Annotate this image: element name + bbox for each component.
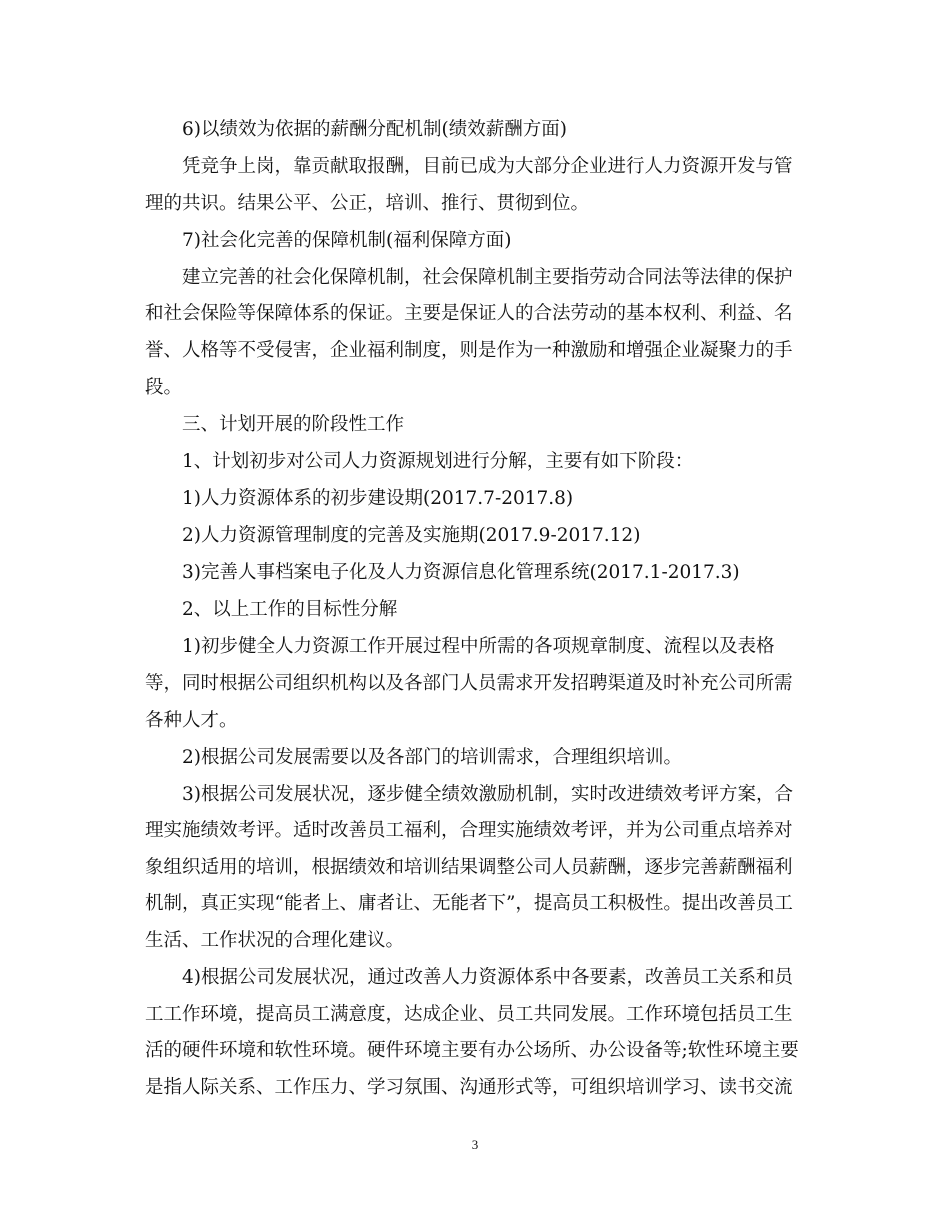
paragraph-line: 生活、工作状况的合理化建议。	[145, 930, 405, 952]
paragraph	[145, 629, 805, 739]
paragraph-line: 机制，真正实现“能者上、庸者让、无能者下”，提高员工积极性。提出改善员工	[145, 893, 793, 915]
paragraph	[145, 960, 805, 1106]
paragraph	[145, 149, 805, 222]
document-body	[145, 112, 805, 1107]
paragraph-line: 2、以上工作的目标性分解	[182, 599, 398, 621]
paragraph-line: 3)根据公司发展状况，逐步健全绩效激励机制，实时改进绩效考评方案，合	[182, 783, 793, 805]
page-number: 3	[471, 1137, 479, 1152]
paragraph	[145, 518, 805, 555]
paragraph	[145, 260, 805, 406]
paragraph	[145, 407, 805, 444]
paragraph-line: 理的共识。结果公平、公正，培训、推行、贯彻到位。	[145, 192, 590, 214]
paragraph	[145, 481, 805, 518]
paragraph-line: 是指人际关系、工作压力、学习氛围、沟通形式等，可组织培训学习、读书交流	[145, 1076, 793, 1098]
paragraph	[145, 112, 805, 149]
paragraph-line: 凭竞争上岗，靠贡献取报酬，目前已成为大部分企业进行人力资源开发与管	[182, 156, 793, 178]
paragraph-line: 工工作环境，提高员工满意度，达成企业、员工共同发展。工作环境包括员工生	[145, 1003, 793, 1025]
paragraph-line: 段。	[145, 376, 183, 398]
paragraph-line: 等，同时根据公司组织机构以及各部门人员需求开发招聘渠道及时补充公司所需	[145, 672, 793, 694]
paragraph-line: 象组织适用的培训，根据绩效和培训结果调整公司人员薪酬，逐步完善薪酬福利	[145, 856, 793, 878]
paragraph	[145, 592, 805, 629]
paragraph-line: 建立完善的社会化保障机制，社会保障机制主要指劳动合同法等法律的保护	[182, 266, 793, 288]
paragraph	[145, 444, 805, 481]
paragraph-line: 1、计划初步对公司人力资源规划进行分解，主要有如下阶段：	[182, 450, 694, 472]
paragraph	[145, 555, 805, 592]
paragraph-line: 3)完善人事档案电子化及人力资源信息化管理系统(2017.1-2017.3)	[182, 562, 740, 584]
paragraph-line: 理实施绩效考评。适时改善员工福利，合理实施绩效考评，并为公司重点培养对	[145, 820, 793, 842]
paragraph-line: 7)社会化完善的保障机制(福利保障方面)	[182, 229, 512, 251]
paragraph-line: 6)以绩效为依据的薪酬分配机制(绩效薪酬方面)	[182, 119, 567, 140]
paragraph-line: 2)根据公司发展需要以及各部门的培训需求，合理组织培训。	[182, 746, 682, 768]
paragraph	[145, 777, 805, 960]
paragraph-line: 各种人才。	[145, 709, 238, 731]
paragraph-line: 4)根据公司发展状况，通过改善人力资源体系中各要素，改善员工关系和员	[182, 967, 793, 989]
paragraph-line: 活的硬件环境和软性环境。硬件环境主要有办公场所、办公设备等;软性环境主要	[145, 1040, 799, 1062]
paragraph	[145, 223, 805, 260]
paragraph-line: 1)初步健全人力资源工作开展过程中所需的各项规章制度、流程以及表格	[182, 636, 775, 658]
paragraph-line: 誉、人格等不受侵害，企业福利制度，则是作为一种激励和增强企业凝聚力的手	[145, 340, 793, 362]
paragraph-line: 和社会保险等保障体系的保证。主要是保证人的合法劳动的基本权利、利益、名	[145, 303, 793, 325]
paragraph-line: 1)人力资源体系的初步建设期(2017.7-2017.8)	[182, 487, 574, 509]
paragraph-line: 三、计划开展的阶段性工作	[182, 413, 405, 435]
paragraph-line: 2)人力资源管理制度的完善及实施期(2017.9-2017.12)	[182, 525, 641, 547]
paragraph	[145, 740, 805, 777]
